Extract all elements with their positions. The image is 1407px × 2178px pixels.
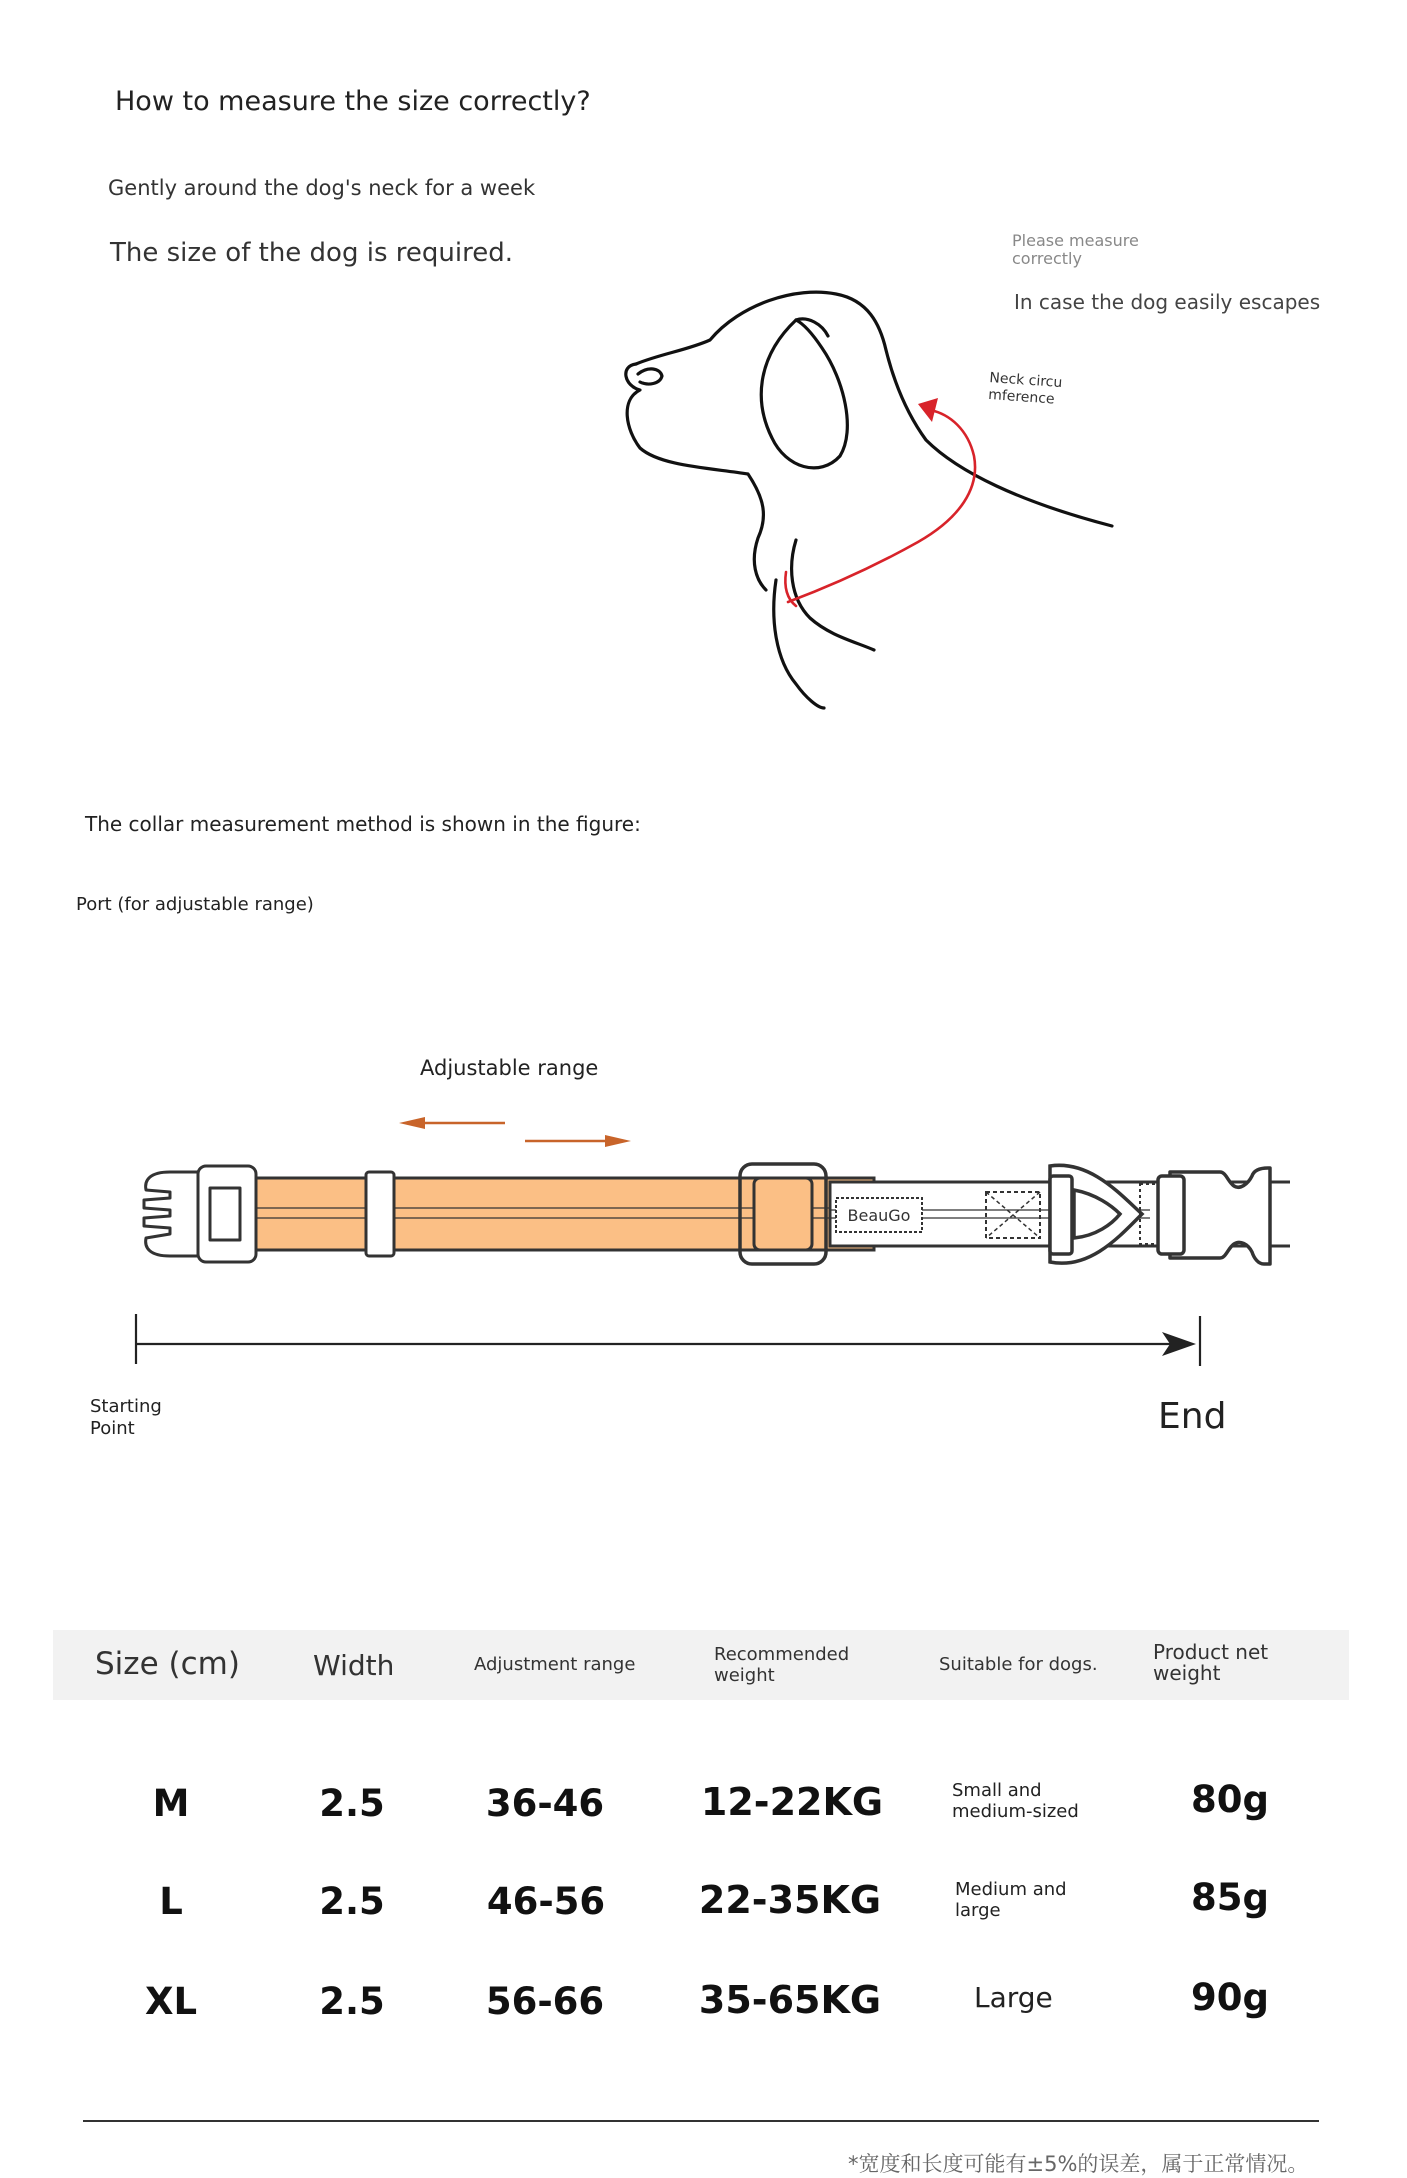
escape-note: In case the dog easily escapes (1014, 290, 1321, 314)
starting-point-label: Starting Point (90, 1396, 162, 1439)
dog-head-illustration (600, 280, 1140, 740)
row-xl-size: XL (144, 1980, 198, 2023)
row-xl-range: 56-66 (485, 1980, 605, 2023)
row-xl-weight: 35-65KG (698, 1978, 882, 2022)
please-measure-note: Please measure correctly (1012, 231, 1139, 268)
page-title: How to measure the size correctly? (115, 86, 591, 117)
row-l-weight: 22-35KG (698, 1878, 882, 1922)
row-m-net: 80g (1191, 1778, 1269, 1821)
row-xl-net: 90g (1191, 1976, 1269, 2019)
collar-method-caption: The collar measurement method is shown in the figure: (85, 812, 641, 836)
row-xl-dogs: Large (974, 1981, 1053, 2014)
footnote: *宽度和长度可能有±5%的误差，属于正常情况。 (848, 2152, 1309, 2176)
instruction-line-1: Gently around the dog's neck for a week (108, 176, 536, 200)
row-l-dogs: Medium and large (955, 1879, 1067, 1921)
size-table-header (53, 1630, 1349, 1700)
row-m-range: 36-46 (485, 1782, 605, 1825)
footer-divider (83, 2120, 1319, 2122)
header-suitable-dogs: Suitable for dogs. (939, 1654, 1098, 1675)
brand-tag: BeauGo (847, 1206, 911, 1225)
row-l-width: 2.5 (319, 1880, 385, 1923)
measurement-line (120, 1308, 1220, 1368)
header-recommended-weight: Recommended weight (714, 1644, 850, 1686)
row-l-range: 46-56 (486, 1880, 606, 1923)
header-adjustment-range: Adjustment range (474, 1654, 636, 1675)
row-l-size: L (159, 1880, 183, 1923)
row-m-weight: 12-22KG (700, 1780, 884, 1824)
row-l-net: 85g (1191, 1876, 1269, 1919)
header-net-weight: Product net weight (1153, 1640, 1269, 1685)
header-width: Width (313, 1649, 395, 1682)
end-label: End (1158, 1396, 1227, 1437)
header-size: Size (cm) (95, 1646, 240, 1682)
collar-illustration (130, 1150, 1290, 1300)
row-xl-width: 2.5 (319, 1980, 385, 2023)
adjustable-range-label: Adjustable range (420, 1056, 599, 1080)
port-label: Port (for adjustable range) (76, 894, 314, 915)
instruction-line-2: The size of the dog is required. (110, 238, 513, 268)
adjustable-range-arrows (395, 1105, 635, 1155)
neck-circumference-label: Neck circu mference (987, 370, 1063, 408)
row-m-size: M (152, 1782, 190, 1825)
row-m-width: 2.5 (319, 1782, 385, 1825)
row-m-dogs: Small and medium-sized (952, 1780, 1079, 1822)
